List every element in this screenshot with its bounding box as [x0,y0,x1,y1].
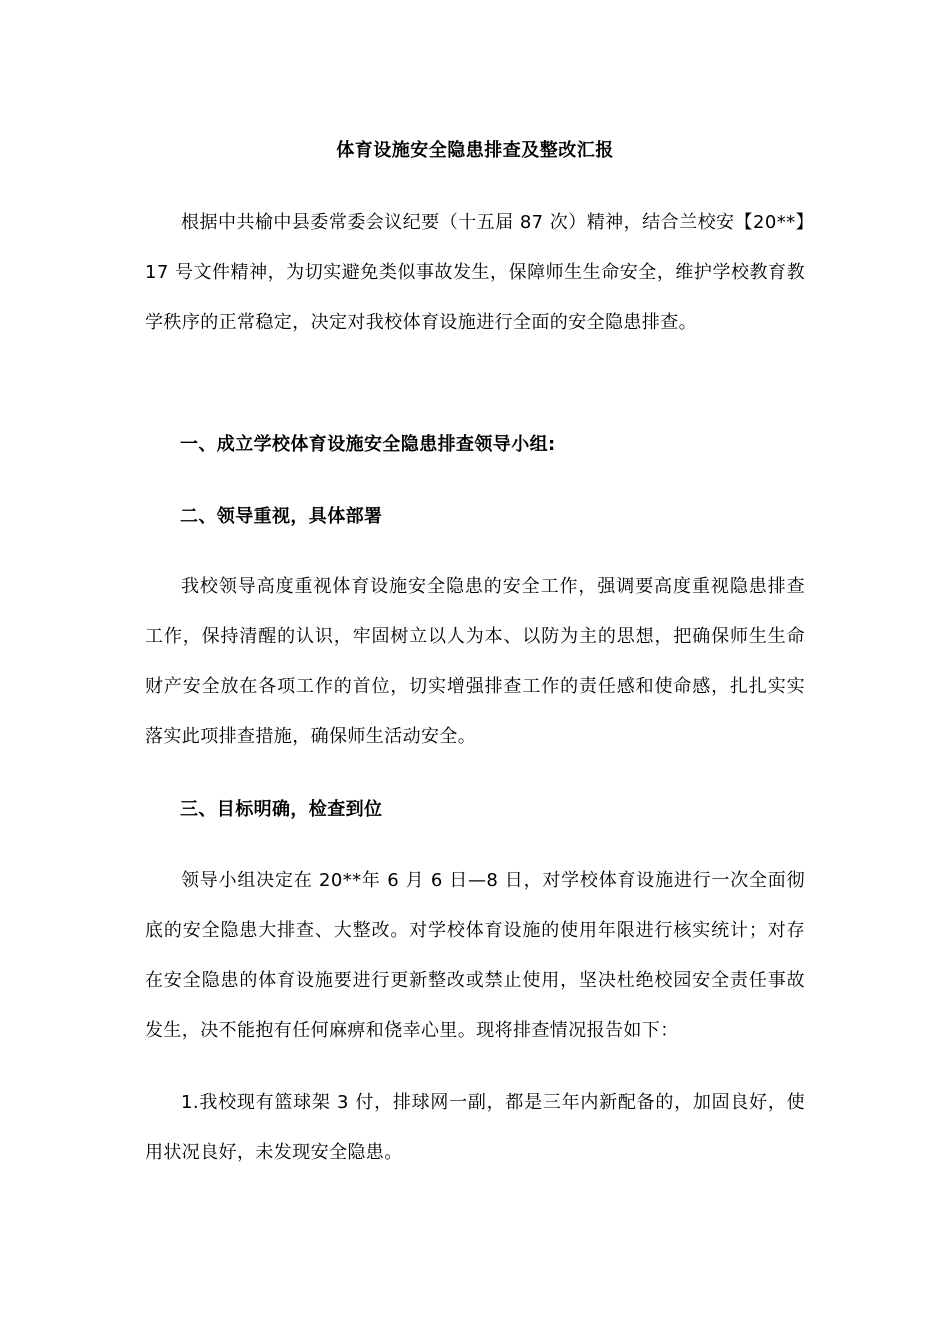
intro-paragraph: 根据中共榆中县委常委会议纪要（十五届 87 次）精神，结合兰校安【20**】17 号文件精神，为切实避免类似事故发生，保障师生生命安全，维护学校教育教学秩序的正常稳定，决定对我校体育设施进行全面的安全隐患排查。 [145,212,805,333]
section-2-body: 我校领导高度重视体育设施安全隐患的安全工作，强调要高度重视隐患排查工作，保持清醒的认识，牢固树立以人为本、以防为主的思想，把确保师生生命财产安全放在各项工作的首位，切实增强排查工作的责任感和使命感，扎扎实实落实此项排查措施，确保师生活动安全。 [145,576,805,747]
list-item-1: 1.我校现有篮球架 3 付，排球网一副，都是三年内新配备的，加固良好，使用状况良好，未发现安全隐患。 [145,1092,805,1163]
section-3-body: 领导小组决定在 20**年 6 月 6 日—8 日，对学校体育设施进行一次全面彻底的安全隐患大排查、大整改。对学校体育设施的使用年限进行核实统计；对存在安全隐患的体育设施要进行更新整改或禁止使用，坚决杜绝校园安全责任事故发生，决不能抱有任何麻痹和侥幸心里。现将排查情况报告如下： [145,870,805,1041]
section-2-heading: 二、领导重视，具体部署 [180,506,383,527]
document-title: 体育设施安全隐患排查及整改汇报 [336,140,614,161]
section-1-heading: 一、成立学校体育设施安全隐患排查领导小组: [180,434,556,455]
section-3-heading: 三、目标明确，检查到位 [180,799,383,820]
